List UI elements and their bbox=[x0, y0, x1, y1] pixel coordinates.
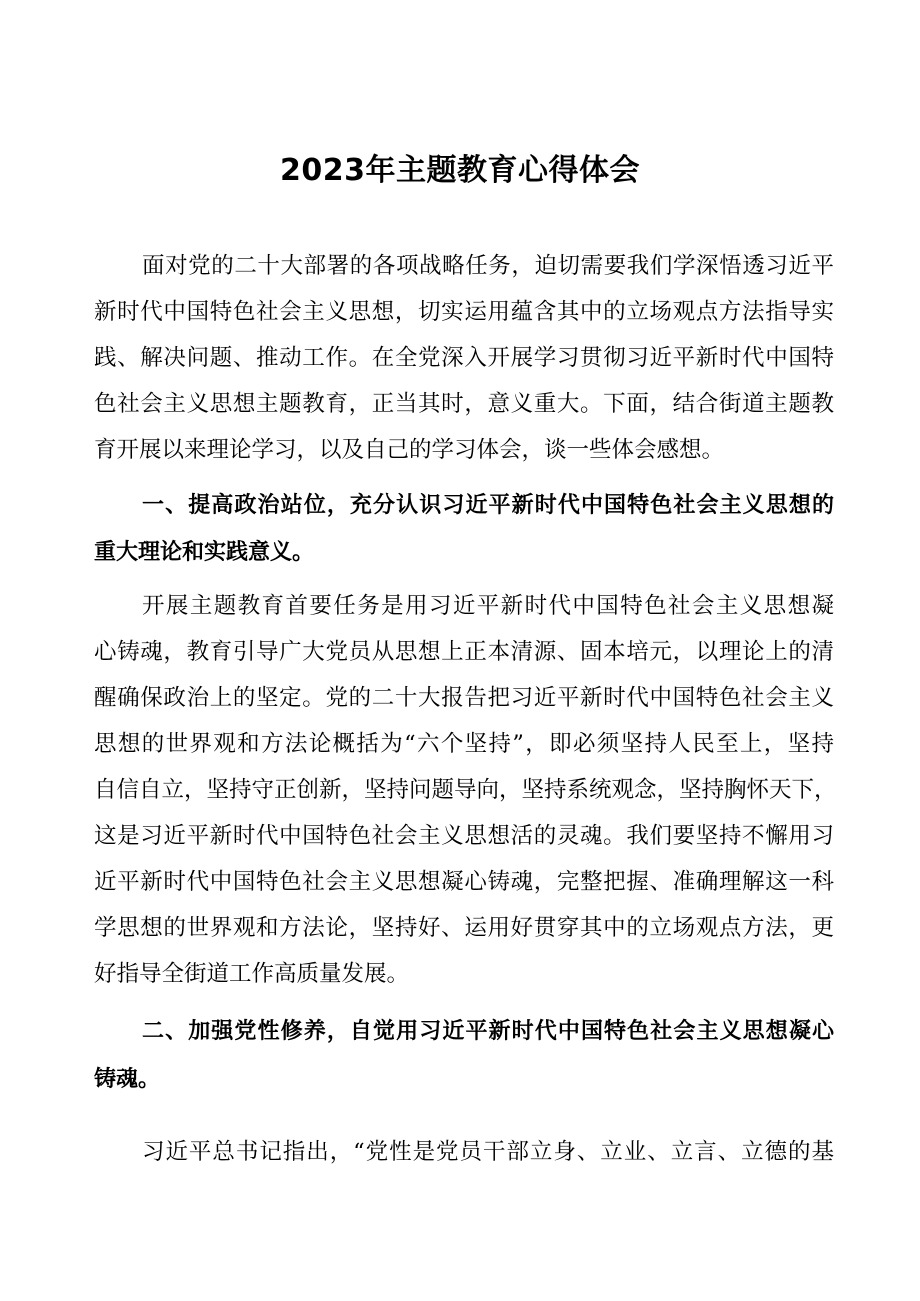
paragraph-line: 心铸魂，教育引导广大党员从思想上正本清源、固本培元，以理论上的清 bbox=[94, 639, 834, 665]
paragraph-line: 开展主题教育首要任务是用习近平新时代中国特色社会主义思想凝 bbox=[142, 593, 834, 619]
paragraph-line: 好指导全街道工作高质量发展。 bbox=[94, 961, 410, 987]
paragraph-line: 思想的世界观和方法论概括为“六个坚持”，即必须坚持人民至上，坚持 bbox=[94, 731, 834, 757]
paragraph-line: 新时代中国特色社会主义思想，切实运用蕴含其中的立场观点方法指导实 bbox=[94, 299, 834, 325]
paragraph-line: 色社会主义思想主题教育，正当其时，意义重大。下面，结合街道主题教 bbox=[94, 391, 834, 417]
paragraph-line: 自信自立，坚持守正创新，坚持问题导向，坚持系统观念，坚持胸怀天下， bbox=[94, 777, 837, 803]
paragraph-line: 学思想的世界观和方法论，坚持好、运用好贯穿其中的立场观点方法，更 bbox=[94, 915, 834, 941]
paragraph-line: 这是习近平新时代中国特色社会主义思想活的灵魂。我们要坚持不懈用习 bbox=[94, 823, 834, 849]
paragraph-line: 面对党的二十大部署的各项战略任务，迫切需要我们学深悟透习近平 bbox=[142, 253, 834, 279]
paragraph-line: 醒确保政治上的坚定。党的二十大报告把习近平新时代中国特色社会主义 bbox=[94, 685, 834, 711]
paragraph-line: 习近平总书记指出，“党性是党员干部立身、立业、立言、立德的基 bbox=[142, 1139, 834, 1165]
paragraph-line: 近平新时代中国特色社会主义思想凝心铸魂，完整把握、准确理解这一科 bbox=[94, 869, 834, 895]
paragraph-line: 践、解决问题、推动工作。在全党深入开展学习贯彻习近平新时代中国特 bbox=[94, 345, 834, 371]
section-heading-1: 一、提高政治站位，充分认识习近平新时代中国特色社会主义思想的 bbox=[142, 493, 834, 518]
section-heading-2-continued: 铸魂。 bbox=[94, 1067, 161, 1092]
section-heading-2: 二、加强党性修养，自觉用习近平新时代中国特色社会主义思想凝心 bbox=[142, 1019, 834, 1044]
section-heading-1-continued: 重大理论和实践意义。 bbox=[94, 540, 315, 565]
paragraph-line: 育开展以来理论学习，以及自己的学习体会，谈一些体会感想。 bbox=[94, 437, 725, 463]
document-title: 2023年主题教育心得体会 bbox=[280, 153, 640, 188]
